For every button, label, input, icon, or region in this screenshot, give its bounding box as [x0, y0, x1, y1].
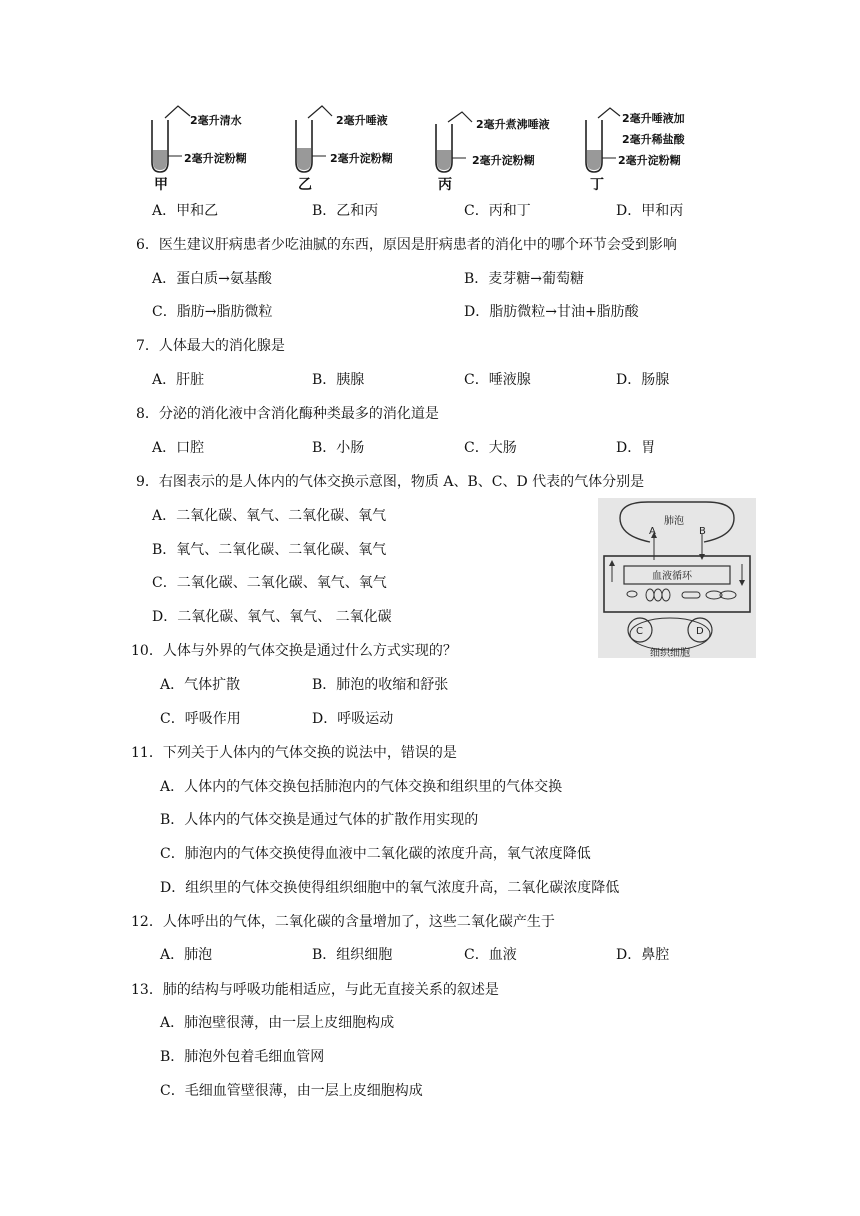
q6-stem: 6．医生建议肝病患者少吃油腻的东西，原因是肝病患者的消化中的哪个环节会受到影响: [136, 237, 677, 253]
tube-yi: [296, 106, 332, 172]
q10-option-d[interactable]: D．呼吸运动: [312, 711, 394, 727]
q10-stem: 10．人体与外界的气体交换是通过什么方式实现的？: [131, 643, 457, 659]
q13-option-c[interactable]: C．毛细血管壁很薄，由一层上皮细胞构成: [160, 1083, 423, 1099]
q9-option-d[interactable]: D．二氧化碳、氧气、氧气、 二氧化碳: [152, 609, 392, 625]
q5-option-d[interactable]: D．甲和丙: [616, 203, 684, 219]
q10-option-a[interactable]: A．气体扩散: [160, 677, 241, 693]
q13-stem: 13．肺的结构与呼吸功能相适应，与此无直接关系的叙述是: [131, 982, 499, 998]
letter-c: C: [636, 626, 643, 637]
q6-option-b[interactable]: B．麦芽糖→葡萄糖: [464, 271, 585, 287]
q12-option-c[interactable]: C．血液: [464, 947, 517, 963]
lung-label: 肺泡: [664, 516, 684, 527]
blood-circulation-label: 血液循环: [652, 571, 692, 582]
q11-option-c[interactable]: C．肺泡内的气体交换使得血液中二氧化碳的浓度升高，氧气浓度降低: [160, 846, 591, 862]
tube-yi-name: 乙: [298, 177, 312, 193]
tube-ding-bottom-label: 2毫升淀粉糊: [618, 154, 681, 167]
q5-option-b[interactable]: B．乙和丙: [312, 203, 379, 219]
tube-ding-mid-label: 2毫升稀盐酸: [622, 133, 685, 146]
letter-a: A: [649, 526, 656, 537]
q6-option-c[interactable]: C．脂肪→脂肪微粒: [152, 304, 273, 320]
tube-jia-bottom-label: 2毫升淀粉糊: [184, 152, 247, 165]
q11-stem: 11．下列关于人体内的气体交换的说法中，错误的是: [131, 745, 457, 761]
tube-jia-top-label: 2毫升清水: [190, 114, 242, 127]
q12-stem: 12．人体呼出的气体，二氧化碳的含量增加了，这些二氧化碳产生于: [131, 914, 555, 930]
q11-option-b[interactable]: B．人体内的气体交换是通过气体的扩散作用实现的: [160, 812, 479, 828]
q13-option-b[interactable]: B．肺泡外包着毛细血管网: [160, 1049, 325, 1065]
tube-ding: [586, 108, 620, 172]
q7-option-d[interactable]: D．肠腺: [616, 372, 670, 388]
q10-option-c[interactable]: C．呼吸作用: [160, 711, 241, 727]
tube-jia-name: 甲: [154, 177, 168, 193]
q9-option-a[interactable]: A．二氧化碳、氧气、二氧化碳、氧气: [152, 508, 387, 524]
tube-ding-name: 丁: [590, 177, 604, 193]
letter-d: D: [696, 626, 704, 637]
q5-option-c[interactable]: C．丙和丁: [464, 203, 531, 219]
q13-option-a[interactable]: A．肺泡壁很薄，由一层上皮细胞构成: [160, 1015, 395, 1031]
q9-stem: 9．右图表示的是人体内的气体交换示意图，物质 A、B、C、D 代表的气体分别是: [136, 474, 645, 490]
q8-option-d[interactable]: D．胃: [616, 440, 656, 456]
q12-option-a[interactable]: A．肺泡: [160, 947, 213, 963]
q7-option-c[interactable]: C．唾液腺: [464, 372, 531, 388]
q6-option-a[interactable]: A．蛋白质→氨基酸: [152, 271, 272, 287]
tube-yi-top-label: 2毫升唾液: [336, 114, 388, 127]
q12-option-b[interactable]: B．组织细胞: [312, 947, 393, 963]
tube-bing-bottom-label: 2毫升淀粉糊: [472, 154, 535, 167]
q9-option-c[interactable]: C．二氧化碳、二氧化碳、氧气、氧气: [152, 575, 387, 591]
q11-option-d[interactable]: D．组织里的气体交换使得组织细胞中的氧气浓度升高，二氧化碳浓度降低: [160, 880, 620, 896]
tube-bing: [436, 112, 472, 172]
tissue-label: 细织细胞: [650, 648, 690, 658]
q8-option-c[interactable]: C．大肠: [464, 440, 517, 456]
q7-option-b[interactable]: B．胰腺: [312, 372, 365, 388]
q12-option-d[interactable]: D．鼻腔: [616, 947, 670, 963]
q6-option-d[interactable]: D．脂肪微粒→甘油+脂肪酸: [464, 304, 639, 320]
gas-exchange-figure: [598, 498, 756, 658]
tube-ding-top-label: 2毫升唾液加: [622, 112, 685, 125]
q7-option-a[interactable]: A．肝脏: [152, 372, 205, 388]
q8-option-a[interactable]: A．口腔: [152, 440, 205, 456]
q7-stem: 7．人体最大的消化腺是: [136, 338, 285, 354]
tube-bing-top-label: 2毫升煮沸唾液: [476, 118, 550, 131]
tube-yi-bottom-label: 2毫升淀粉糊: [330, 152, 393, 165]
q8-stem: 8．分泌的消化液中含消化酶种类最多的消化道是: [136, 406, 439, 422]
q9-option-b[interactable]: B．氧气、二氧化碳、二氧化碳、氧气: [152, 542, 387, 558]
gas-exchange-drawing: [598, 498, 756, 658]
q8-option-b[interactable]: B．小肠: [312, 440, 365, 456]
tube-bing-name: 丙: [438, 177, 452, 193]
q10-option-b[interactable]: B．肺泡的收缩和舒张: [312, 677, 449, 693]
q5-option-a[interactable]: A．甲和乙: [152, 203, 219, 219]
letter-b: B: [699, 526, 706, 537]
q11-option-a[interactable]: A．人体内的气体交换包括肺泡内的气体交换和组织里的气体交换: [160, 779, 563, 795]
